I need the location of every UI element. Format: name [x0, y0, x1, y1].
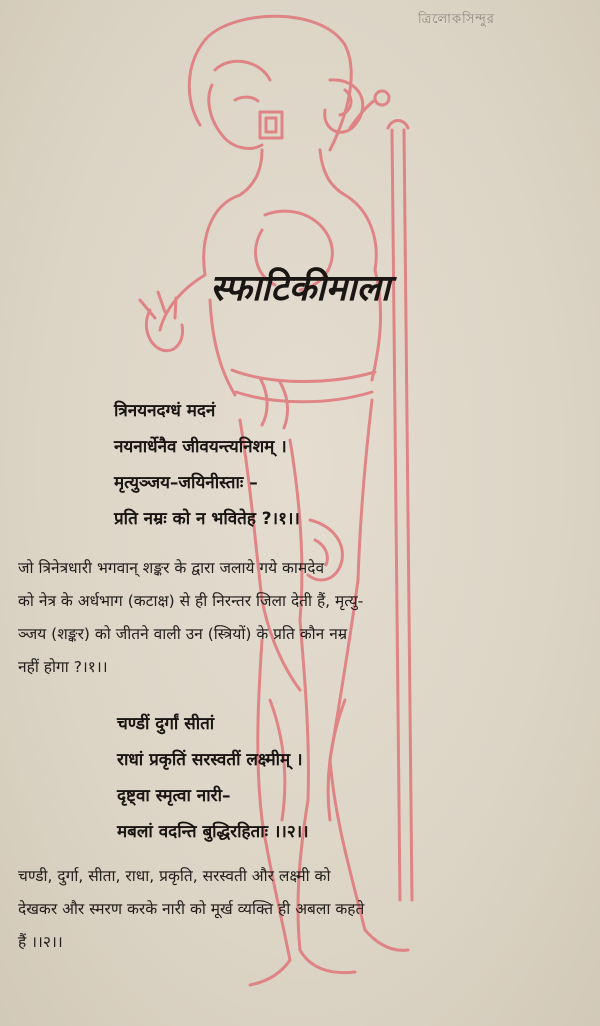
verse-1-line: मृत्युञ्जय–जयिनीस्ताः –: [114, 473, 258, 493]
page-title: स्फाटिकीमाला: [209, 267, 391, 309]
verse-1-line: प्रति नम्रः को न भवितेह ?।१।।: [114, 509, 300, 529]
translation-1-line: नहीं होगा ?।१।।: [18, 658, 108, 676]
verse-1-line: त्रिनयनदग्धं मदनं: [114, 401, 216, 421]
verse-2-line: दृष्ट्वा स्मृत्वा नारी–: [117, 786, 231, 806]
translation-1: [18, 552, 558, 684]
translation-2: [18, 860, 558, 959]
verse-1-line: नयनार्धेनैव जीवयन्त्यनिशम् ।: [114, 437, 287, 457]
page-header-mark: ত্রিলোকসিন্দুর: [418, 12, 495, 27]
translation-2-line: देखकर और स्मरण करके नारी को मूर्ख व्यक्ति ही अबला कहते: [18, 900, 365, 918]
verse-2-line: मबलां वदन्ति बुद्धिरहिताः ।।२।।: [117, 822, 309, 842]
translation-2-line: हैं ।।२।।: [18, 933, 63, 951]
translation-1-line: जो त्रिनेत्रधारी भगवान् शङ्कर के द्वारा जलाये गये कामदेव: [18, 559, 325, 577]
verse-2: [117, 706, 309, 850]
verse-1: [114, 393, 300, 537]
translation-2-line: चण्डी, दुर्गा, सीता, राधा, प्रकृति, सरस्वती और लक्ष्मी को: [18, 867, 331, 885]
translation-1-line: ञ्जय (शङ्कर) को जीतने वाली उन (स्त्रियों) के प्रति कौन नम्र: [18, 625, 348, 643]
verse-2-line: चण्डीं दुर्गां सीतां: [117, 714, 215, 734]
verse-2-line: राधां प्रकृतिं सरस्वतीं लक्ष्मीम् ।: [117, 750, 303, 770]
translation-1-line: को नेत्र के अर्धभाग (कटाक्ष) से ही निरन्तर जिला देती हैं, मृत्यु-: [18, 592, 364, 610]
